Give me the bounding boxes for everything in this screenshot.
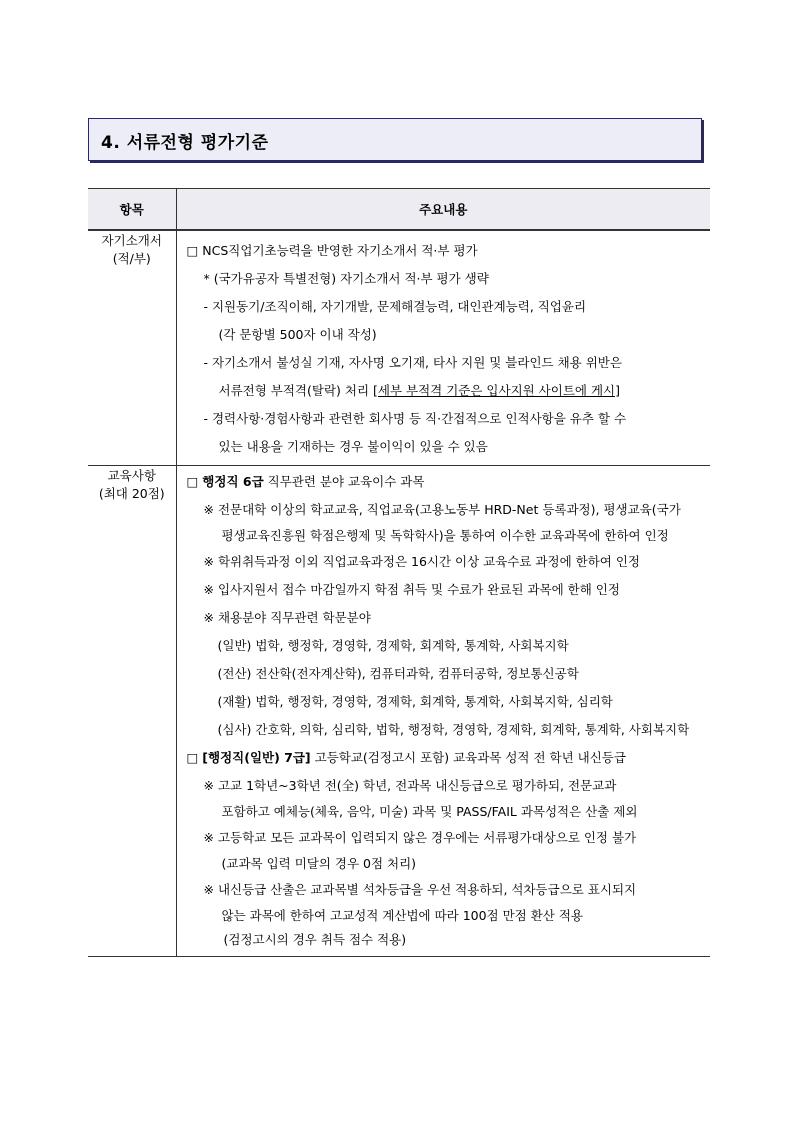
content-line: - 자기소개서 불성실 기재, 자사명 오기재, 타사 지원 및 블라인드 채용 위반은 bbox=[203, 355, 622, 370]
checkbox-mark: □ bbox=[186, 474, 203, 489]
content-line: (전산) 전산학(전자계산학), 컴퓨터과학, 컴퓨터공학, 정보통신공학 bbox=[217, 666, 579, 681]
content-line: 않는 과목에 한하여 고교성적 계산법에 따라 100점 만점 환산 적용 bbox=[221, 908, 583, 923]
content-line bbox=[178, 744, 710, 772]
content-line: ※ 고등학교 모든 교과목이 입력되지 않은 경우에는 서류평가대상으로 인정 불가 bbox=[203, 830, 637, 845]
content-line: ※ 내신등급 산출은 교과목별 석차등급을 우선 적용하되, 석차등급으로 표시되지 bbox=[203, 882, 637, 897]
content-line: ※ 입사지원서 접수 마감일까지 학점 취득 및 수료가 완료된 과목에 한해 인정 bbox=[203, 582, 620, 597]
header-item: 항목 bbox=[88, 189, 176, 231]
content-line: ※ 고교 1학년~3학년 전(全) 학년, 전과목 내신등급으로 평가하되, 전문교과 bbox=[203, 778, 617, 793]
content-line bbox=[178, 468, 710, 496]
content-line: (재활) 법학, 행정학, 경영학, 경제학, 회계학, 통계학, 사회복지학, 심리학 bbox=[217, 694, 613, 709]
content-text: 서류전형 부적격(탈락) 처리 bbox=[218, 383, 370, 398]
content-line: 포함하고 예체능(체육, 음악, 미술) 과목 및 PASS/FAIL 과목성적은 산출 제외 bbox=[221, 804, 638, 819]
content-line: (교과목 입력 미달의 경우 0점 처리) bbox=[221, 856, 417, 871]
content-line bbox=[178, 377, 710, 405]
table-row-self-intro bbox=[88, 230, 710, 466]
item-sublabel: (적/부) bbox=[112, 251, 151, 266]
content-line: - 경력사항·경험사항과 관련한 회사명 등 직·간접적으로 인적사항을 유추 할 수 bbox=[203, 411, 627, 426]
item-label: 교육사항 bbox=[107, 468, 156, 483]
content-text: 고등학교(검정고시 포함) 교육과목 성적 전 학년 내신등급 bbox=[310, 750, 626, 765]
checkbox-mark: □ bbox=[186, 750, 203, 765]
content-line: ※ 채용분야 직무관련 학문분야 bbox=[203, 610, 371, 625]
bold-heading: [행정직(일반) 7급] bbox=[202, 750, 311, 765]
item-sublabel: (최대 20점) bbox=[98, 486, 165, 501]
item-label: 자기소개서 bbox=[101, 233, 162, 248]
content-text: 직무관련 분야 교육이수 과목 bbox=[263, 474, 425, 489]
bold-heading: 행정직 6급 bbox=[202, 474, 264, 489]
row-content-education bbox=[176, 466, 710, 957]
content-line: □ NCS직업기초능력을 반영한 자기소개서 적·부 평가 bbox=[186, 243, 478, 258]
content-line: 평생교육진흥원 학점은행제 및 독학학사)을 통하여 이수한 교육과목에 한하여 인정 bbox=[221, 528, 669, 543]
table-header-row bbox=[88, 189, 710, 231]
content-line: ※ 학위취득과정 이외 직업교육과정은 16시간 이상 교육수료 과정에 한하여 인정 bbox=[203, 554, 640, 569]
content-line: (각 문항별 500자 이내 작성) bbox=[218, 327, 377, 342]
evaluation-criteria-table bbox=[88, 188, 710, 957]
row-item-self-intro bbox=[88, 230, 176, 466]
content-line: - 지원동기/조직이해, 자기개발, 문제해결능력, 대인관계능력, 직업윤리 bbox=[203, 299, 587, 314]
content-line: (검정고시의 경우 취득 점수 적용) bbox=[223, 932, 407, 947]
row-item-education bbox=[88, 466, 176, 957]
row-content-self-intro bbox=[176, 230, 710, 466]
content-line: (심사) 간호학, 의학, 심리학, 법학, 행정학, 경영학, 경제학, 회계학, 통계학, 사회복지학 bbox=[217, 722, 690, 737]
content-line: 있는 내용을 기재하는 경우 불이익이 있을 수 있음 bbox=[218, 439, 488, 454]
header-content: 주요내용 bbox=[176, 189, 710, 231]
underlined-note: [세부 부적격 기준은 입사지원 사이트에 게시] bbox=[373, 383, 620, 398]
section-title-box bbox=[88, 118, 702, 161]
content-line: ※ 전문대학 이상의 학교교육, 직업교육(고용노동부 HRD-Net 등록과정), 평생교육(국가 bbox=[203, 502, 681, 517]
content-line: (일반) 법학, 행정학, 경영학, 경제학, 회계학, 통계학, 사회복지학 bbox=[217, 638, 569, 653]
section-title: 4. 서류전형 평가기준 bbox=[101, 133, 269, 153]
table-row-education bbox=[88, 466, 710, 957]
content-line: * (국가유공자 특별전형) 자기소개서 적·부 평가 생략 bbox=[203, 271, 489, 286]
